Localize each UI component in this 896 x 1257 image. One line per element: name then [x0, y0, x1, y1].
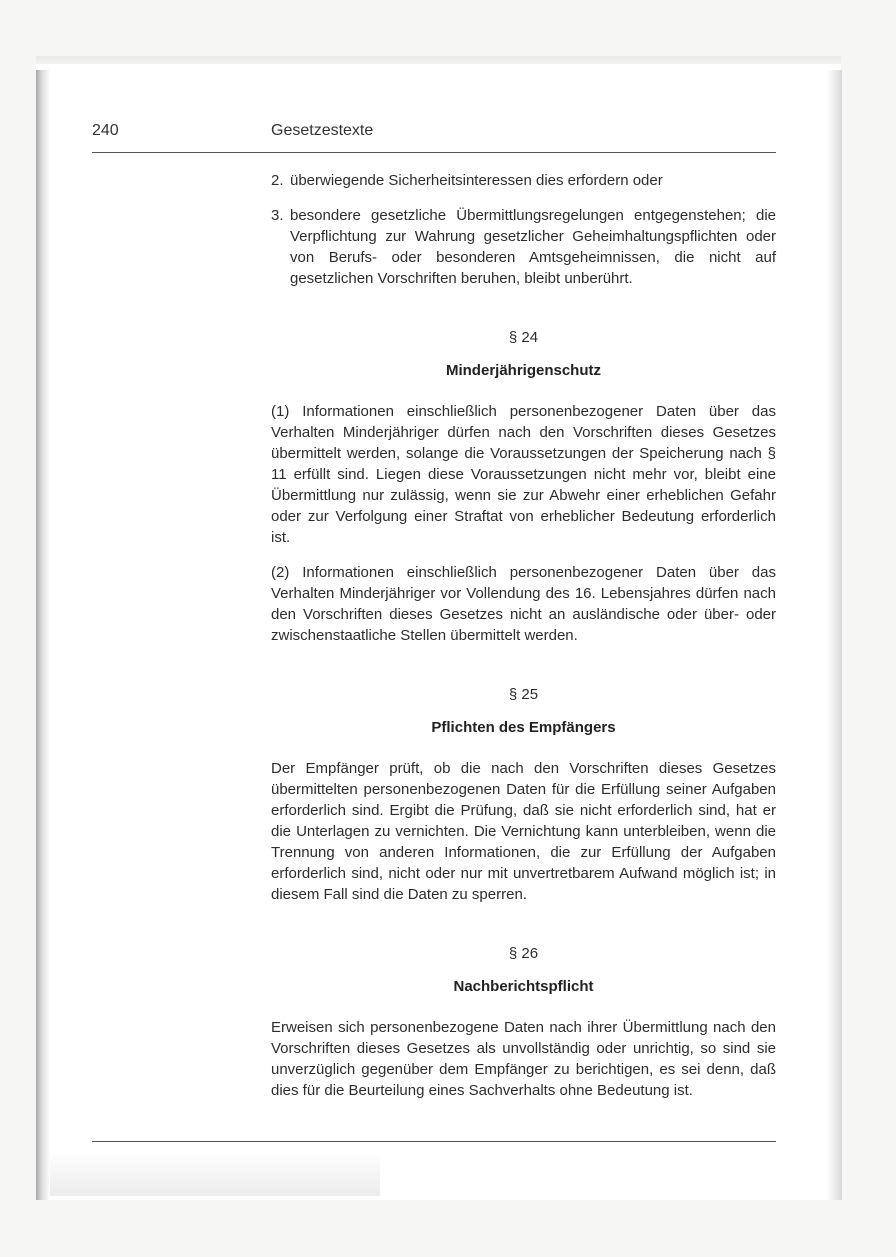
section-paragraph: (2) Informationen einschließlich personenbezogener Daten über das Verhalten Minderjähriger vor Vollendung des 16. Lebensjahres dürfen nach den Vorschriften dieses Gesetzes nicht an ausländische oder über- oder zwischenstaatliche Stellen übermittelt werden.	[271, 564, 776, 644]
page-body	[271, 166, 776, 1101]
section-title: Nachberichtspflicht	[453, 978, 594, 995]
page-gutter-shadow	[36, 70, 50, 1200]
list-item-text: besondere gesetzliche Übermittlungsregelungen entgegenstehen; die Verpflichtung zur Wahrung gesetzlicher Geheimhaltungspflichten oder von Berufs- oder besonderen Amtsgeheimnissen, die nicht auf gesetzlichen Vorschriften beruhen, bleibt unberührt.	[290, 207, 776, 287]
header-rule	[92, 152, 776, 153]
page-bottom-shadow	[50, 1152, 380, 1196]
list-item-number: 2.	[271, 172, 284, 189]
section-paragraph: Der Empfänger prüft, ob die nach den Vorschriften dieses Gesetzes übermittelten personenbezogenen Daten für die Erfüllung seiner Aufgaben erforderlich sind. Ergibt die Prüfung, daß sie nicht erforderlich sind, hat er die Unterlagen zu vernichten. Die Vernichtung kann unterbleiben, wenn die Trennung von anderen Informationen, die zur Erfüllung der Aufgaben erforderlich sind, nicht oder nur mit unvertretbarem Aufwand möglich ist; in diesem Fall sind die Daten zu sperren.	[271, 760, 776, 903]
section-title: Minderjährigenschutz	[445, 362, 602, 379]
section-paragraph: (1) Informationen einschließlich personenbezogener Daten über das Verhalten Minderjähriger dürfen nach den Vorschriften dieses Gesetzes übermittelt werden, solange die Voraussetzungen der Speicherung nach § 11 erfüllt sind. Liegen diese Voraussetzungen nicht mehr vor, bleibt eine Übermittlung nur zulässig, wenn sie zur Abwehr einer erheblichen Gefahr oder zur Verfolgung einer Straftat von erheblicher Bedeutung erforderlich ist.	[271, 403, 776, 546]
list-item-number: 3.	[271, 207, 284, 224]
section-sign: § 24	[508, 329, 539, 346]
running-title: Gesetzestexte	[271, 122, 374, 139]
page-edge-shadow	[826, 70, 842, 1200]
list-item	[271, 170, 776, 191]
section-title: Pflichten des Empfängers	[431, 719, 616, 736]
list-item	[271, 205, 776, 289]
section-25	[271, 684, 776, 905]
section-sign: § 25	[508, 686, 539, 703]
footer-rule	[92, 1141, 776, 1142]
list-item-text: überwiegende Sicherheitsinteressen dies erfordern oder	[290, 172, 663, 189]
page-number: 240	[92, 122, 119, 139]
section-paragraph: Erweisen sich personenbezogene Daten nach ihrer Übermittlung nach den Vorschriften dieses Gesetzes als unvollständig oder unrichtig, so sind sie unverzüglich gegenüber dem Empfänger zu berichtigen, es sei denn, daß dies für die Beurteilung eines Sachverhalts ohne Bedeutung ist.	[271, 1019, 776, 1099]
section-26	[271, 943, 776, 1101]
section-24	[271, 327, 776, 646]
section-sign: § 26	[508, 945, 539, 962]
